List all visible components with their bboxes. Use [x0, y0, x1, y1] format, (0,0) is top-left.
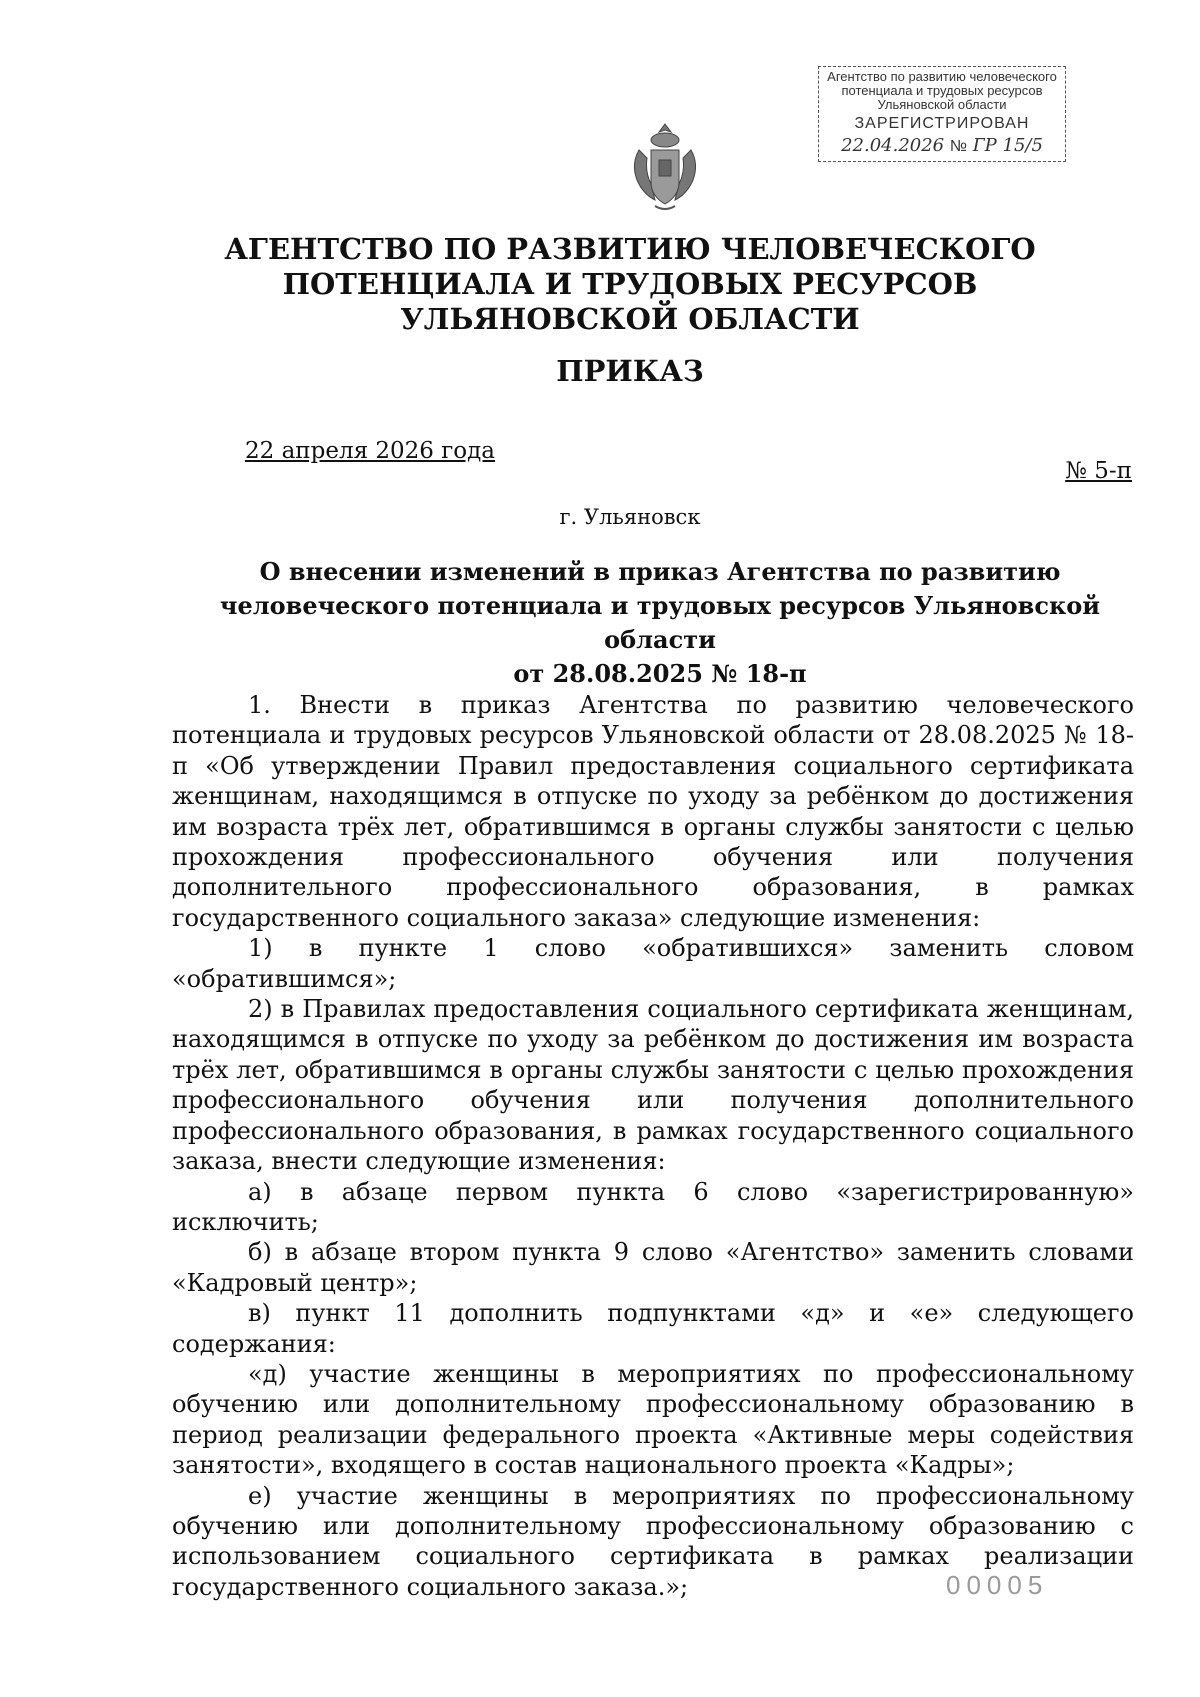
agency-name-line: УЛЬЯНОВСКОЙ ОБЛАСТИ	[400, 302, 860, 336]
agency-name-line: ПОТЕНЦИАЛА И ТРУДОВЫХ РЕСУРСОВ	[282, 267, 978, 301]
stamp-number: ГР 15/5	[972, 135, 1043, 156]
body-paragraph: 2) в Правилах предоставления социального сертификата женщинам, находящимся в отпуске по уходу за ребёнком до достижения им возраста трёх лет, обратившимся в органы службы занятости с целью прохождения профессионального обучения или получения дополнительного профессионального образования, в рамках государственного социального заказа, внести следующие изменения:	[172, 995, 1134, 1176]
document-body	[172, 690, 1134, 1602]
subject-line: человеческого потенциала и трудовых ресурсов Ульяновской области	[219, 591, 1101, 654]
agency-name-line: АГЕНТСТВО ПО РАЗВИТИЮ ЧЕЛОВЕЧЕСКОГО	[224, 232, 1036, 266]
stamp-agency-line: Ульяновской области	[877, 97, 1007, 112]
page-stamp-number: 00005	[946, 1570, 1049, 1600]
document-date: 22 апреля 2026 года	[245, 438, 496, 464]
document-number: № 5-п	[1065, 458, 1132, 484]
stamp-agency-line: Агентство по развитию человеческого	[827, 69, 1057, 84]
agency-name	[180, 232, 1080, 337]
stamp-status: ЗАРЕГИСТРИРОВАН	[854, 115, 1030, 132]
subject-line: О внесении изменений в приказ Агентства по развитию	[259, 557, 1061, 586]
body-paragraph: в) пункт 11 дополнить подпунктами «д» и «е» следующего содержания:	[172, 1299, 1134, 1358]
subject-line: от 28.08.2025 № 18-п	[513, 659, 807, 688]
body-paragraph: 1) в пункте 1 слово «обратившихся» заменить словом «обратившимся»;	[172, 934, 1134, 993]
body-paragraph: 1. Внести в приказ Агентства по развитию человеческого потенциала и трудовых ресурсов Ульяновской области от 28.08.2025 № 18-п «Об утверждении Правил предоставления социального сертификата женщинам, находящимся в отпуске по уходу за ребёнком до достижения им возраста трёх лет, обратившимся в органы службы занятости с целью прохождения профессионального обучения или получения дополнительного профессионального образования, в рамках государственного социального заказа» следующие изменения:	[172, 691, 1134, 932]
stamp-date: 22.04.2026	[841, 135, 945, 156]
registration-stamp	[818, 66, 1066, 162]
document-type: ПРИКАЗ	[556, 354, 704, 388]
stamp-registration	[825, 134, 1059, 159]
stamp-number-label: №	[949, 138, 968, 155]
body-paragraph: «д) участие женщины в мероприятиях по профессиональному обучению или дополнительному профессиональному образованию в период реализации федерального проекта «Активные меры содействия занятости», входящего в состав национального проекта «Кадры»;	[172, 1359, 1134, 1480]
body-paragraph: а) в абзаце первом пункта 6 слово «зарегистрированную» исключить;	[172, 1177, 1134, 1236]
stamp-agency-line: потенциала и трудовых ресурсов	[841, 83, 1043, 98]
document-subject	[180, 555, 1140, 691]
body-paragraph: б) в абзаце втором пункта 9 слово «Агентство» заменить словами «Кадровый центр»;	[172, 1238, 1134, 1297]
coat-of-arms-icon	[625, 120, 705, 212]
body-paragraph: е) участие женщины в мероприятиях по профессиональному обучению или дополнительному профессиональному образованию с использованием социального сертификата в рамках реализации государственного социального заказа.»;	[172, 1481, 1134, 1601]
document-city: г. Ульяновск	[559, 505, 701, 529]
